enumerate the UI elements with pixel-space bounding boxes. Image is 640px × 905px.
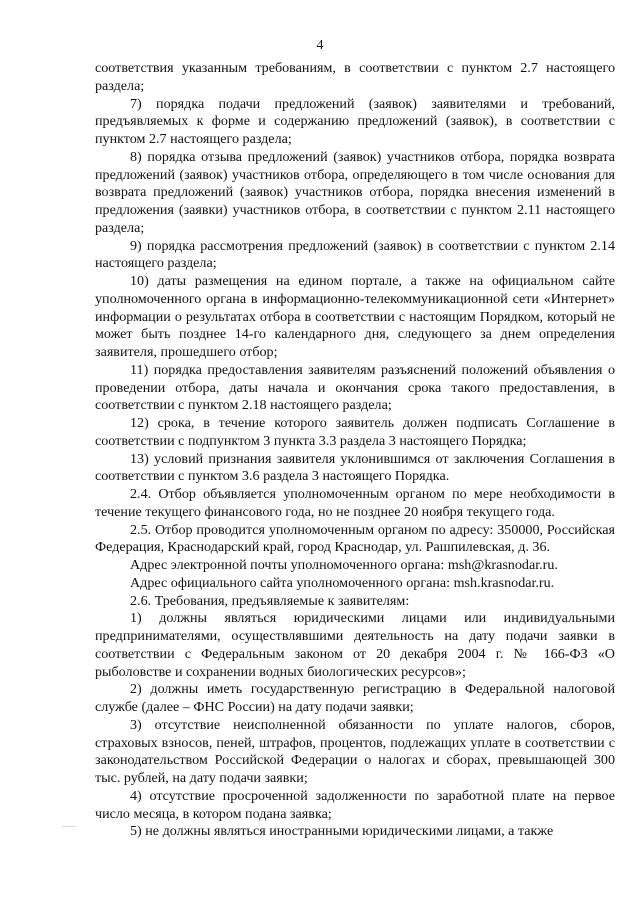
paragraph-8: 2.4. Отбор объявляется уполномоченным органом по мере необходимости в течение текущего финансового года, но не позднее 20 ноября текущего года. xyxy=(95,486,615,520)
document-body xyxy=(95,60,615,841)
paragraph-3: 9) порядка рассмотрения предложений (заявок) в соответствии с пунктом 2.14 настоящего раздела; xyxy=(95,237,615,272)
paragraph-14: 2) должны иметь государственную регистрацию в Федеральной налоговой службе (далее – ФНС России) на дату подачи заявки; xyxy=(95,681,615,715)
paragraph-10: Адрес электронной почты уполномоченного органа: msh@krasnodar.ru. xyxy=(130,557,558,573)
paragraph-16: 4) отсутствие просроченной задолженности по заработной плате на первое число месяца, в котором подана заявка; xyxy=(95,787,615,822)
paragraph-17: 5) не должны являться иностранными юридическими лицами, а также xyxy=(130,823,554,840)
page-number: 4 xyxy=(316,38,324,53)
paragraph-11: Адрес официального сайта уполномоченного органа: msh.krasnodar.ru. xyxy=(130,574,555,591)
scan-artifact xyxy=(62,826,76,827)
paragraph-2: 8) порядка отзыва предложений (заявок) участников отбора, порядка возврата предложений (заявок) участников отбора, определяющего в том числе основания для возврата предложений (заявок) участников отбора, порядка внесения изменений в предложения (заявки) участников отбора, в соответствии с пунктом 2.11 настоящего раздела; xyxy=(95,148,615,236)
paragraph-4: 10) даты размещения на едином портале, а также на официальном сайте уполномоченного органа в информационно-телекоммуникационной сети «Интернет» информации о результатах отбора в соответствии с настоящим Порядком, который не может быть позднее 14-го календарного дня, следующего за днем определения заявителя, прошедшего отбор; xyxy=(95,273,615,360)
paragraph-7: 13) условий признания заявителя уклонившимся от заключения Соглашения в соответствии с пунктом 3.6 раздела 3 настоящего Порядка. xyxy=(95,450,615,485)
paragraph-6: 12) срока, в течение которого заявитель должен подписать Соглашение в соответствии с подпунктом 3 пункта 3.3 раздела 3 настоящего Порядка; xyxy=(95,415,615,449)
paragraph-9: 2.5. Отбор проводится уполномоченным органом по адресу: 350000, Российская Федерация, Краснодарский край, город Краснодар, ул. Рашпилевская, д. 36. xyxy=(95,521,615,556)
paragraph-0: соответствия указанным требованиям, в соответствии с пунктом 2.7 настоящего раздела; xyxy=(95,60,615,94)
paragraph-12: 2.6. Требования, предъявляемые к заявителям: xyxy=(130,592,410,609)
paragraph-1: 7) порядка подачи предложений (заявок) заявителями и требований, предъявляемых к форме и содержанию предложений (заявок), в соответствии с пунктом 2.7 настоящего раздела; xyxy=(95,95,615,147)
paragraph-5: 11) порядка предоставления заявителям разъяснений положений объявления о проведении отбора, даты начала и окончания срока такого предоставления, в соответствии с пунктом 2.18 настоящего раздела; xyxy=(95,361,615,414)
paragraph-13: 1) должны являться юридическими лицами или индивидуальными предпринимателями, осуществлявшими деятельность на дату подачи заявки в соответствии с Федеральным законом от 20 декабря 2004 г. № 166-ФЗ «О рыболовстве и сохранении водных биологических ресурсов»; xyxy=(95,610,615,680)
paragraph-15: 3) отсутствие неисполненной обязанности по уплате налогов, сборов, страховых взносов, пеней, штрафов, процентов, подлежащих уплате в соответствии с законодательством Российской Федерации о налогах и сборах, превышающей 300 тыс. рублей, на дату подачи заявки; xyxy=(95,716,615,786)
